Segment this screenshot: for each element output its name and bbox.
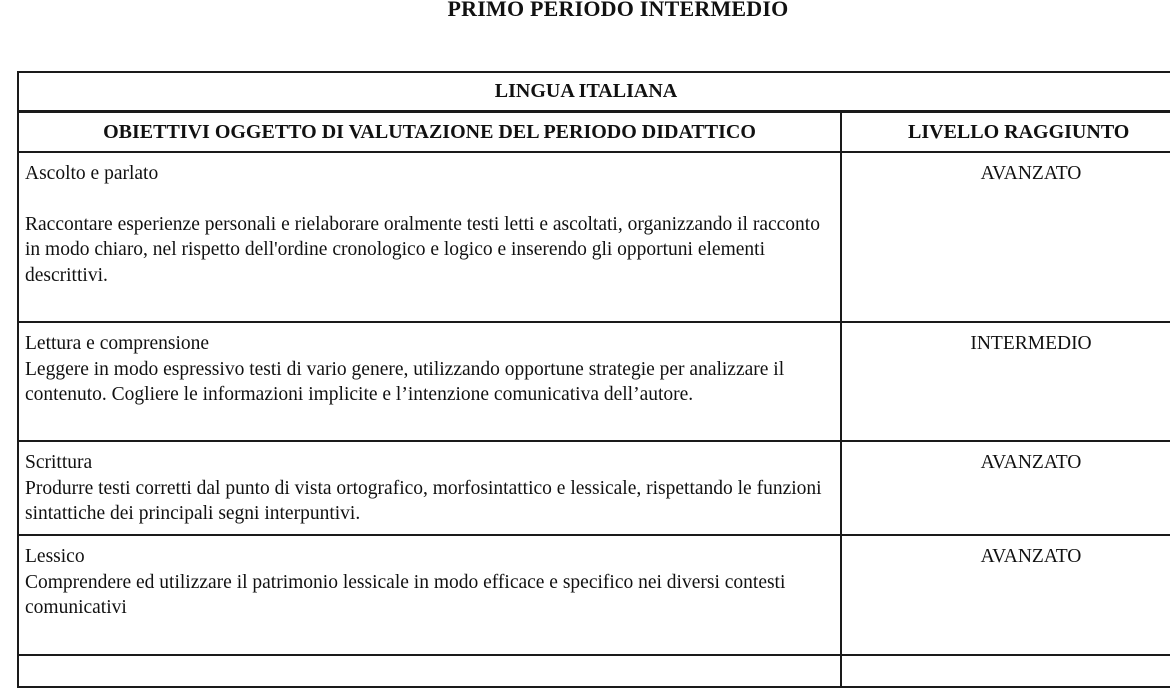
subject-label: LINGUA ITALIANA [494,80,678,102]
objective-cell-empty [18,655,841,687]
subject-row [18,72,1170,112]
objective-description: Comprendere ed utilizzare il patrimonio lessicale in modo efficace e specifico nei diversi contesti comunicativi [25,571,786,618]
table-row [18,152,1170,322]
table-row-partial [18,655,1170,687]
objective-description: Produrre testi corretti dal punto di vista ortografico, morfosintattico e lessicale, rispettando le funzioni sintattiche dei principali segni interpuntivi. [25,477,822,524]
evaluation-table [17,71,1170,688]
objective-cell [18,441,841,535]
level-value: AVANZATO [980,163,1082,184]
evaluation-table-container [17,71,1170,688]
level-value: AVANZATO [980,452,1082,473]
table-row [18,441,1170,535]
table-row [18,535,1170,655]
level-cell [841,322,1170,441]
objective-cell [18,152,841,322]
page-title: PRIMO PERIODO INTERMEDIO [447,0,789,21]
level-value: INTERMEDIO [970,333,1092,354]
objective-cell [18,535,841,655]
objective-cell [18,322,841,441]
objective-description: Leggere in modo espressivo testi di vario genere, utilizzando opportune strategie per analizzare il contenuto. Cogliere le informazioni implicite e l’intenzione comunicativa dell’autore. [25,358,785,405]
column-header-objectives: OBIETTIVI OGGETTO DI VALUTAZIONE DEL PERIODO DIDATTICO [18,112,841,153]
objective-title: Ascolto e parlato [25,163,159,184]
level-cell-empty [841,655,1170,687]
column-header-row [18,112,1170,153]
level-cell [841,152,1170,322]
objective-description: Raccontare esperienze personali e rielaborare oralmente testi letti e ascoltati, organizzando il racconto in modo chiaro, nel rispetto dell'ordine cronologico e logico e inserendo gli opportuni elementi descrittivi. [25,213,820,286]
level-value: AVANZATO [980,546,1082,567]
column-header-level: LIVELLO RAGGIUNTO [841,112,1170,153]
objective-title: Lettura e comprensione [25,333,210,354]
objective-title: Scrittura [25,452,93,473]
level-cell [841,535,1170,655]
level-cell [841,441,1170,535]
subject-heading [18,72,1170,112]
table-row [18,322,1170,441]
objective-title: Lessico [25,546,85,567]
